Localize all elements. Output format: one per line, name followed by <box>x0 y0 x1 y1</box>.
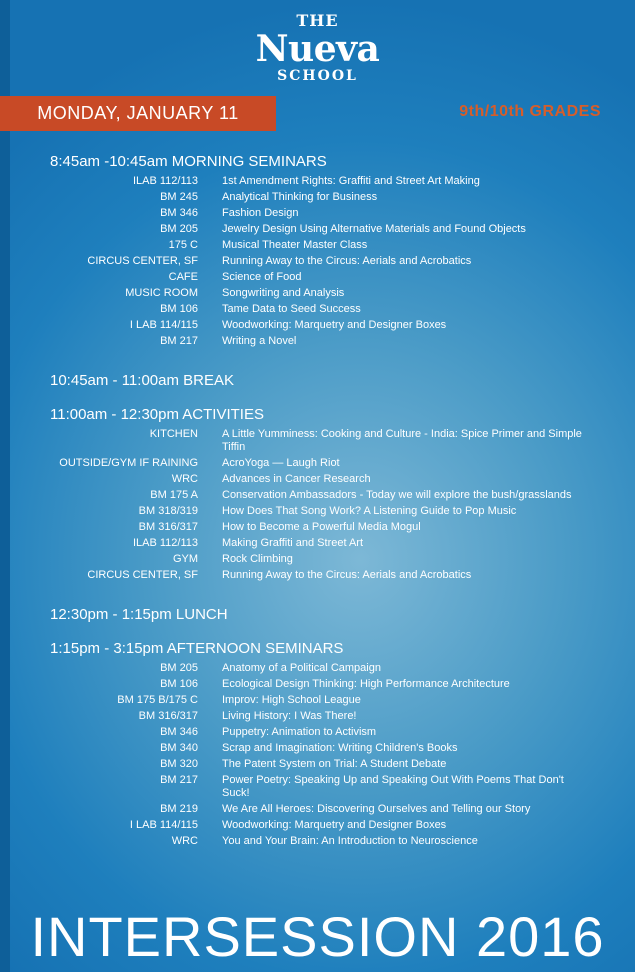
session-title: Anatomy of a Political Campaign <box>222 662 381 674</box>
session-row <box>0 803 635 816</box>
session-list <box>0 428 635 582</box>
session-row <box>0 742 635 755</box>
session-title: We Are All Heroes: Discovering Ourselves and Telling our Story <box>222 803 531 815</box>
session-row <box>0 239 635 252</box>
section-title: 12:30pm - 1:15pm LUNCH <box>50 606 228 623</box>
morning-section <box>0 152 635 348</box>
session-title: Woodworking: Marquetry and Designer Boxes <box>222 819 447 831</box>
session-room: BM 346 <box>160 207 198 219</box>
session-room: BM 106 <box>160 303 198 315</box>
session-row <box>0 537 635 550</box>
session-list <box>0 662 635 848</box>
session-title: You and Your Brain: An Introduction to Neuroscience <box>222 835 478 847</box>
schedule-content <box>0 152 635 851</box>
session-room: BM 175 A <box>150 489 198 501</box>
session-title: Advances in Cancer Research <box>222 473 371 485</box>
session-title: The Patent System on Trial: A Student Debate <box>222 758 447 770</box>
logo-the: THE <box>296 11 339 30</box>
session-title: Running Away to the Circus: Aerials and Acrobatics <box>222 255 472 267</box>
session-title: How to Become a Powerful Media Mogul <box>222 521 421 533</box>
lunch-section <box>0 605 635 625</box>
session-room: ILAB 112/113 <box>132 175 198 187</box>
session-title: Science of Food <box>222 271 302 283</box>
session-row <box>0 335 635 348</box>
intersession-footer: INTERSESSION 2016 <box>30 905 605 968</box>
session-row <box>0 287 635 300</box>
session-room: GYM <box>172 553 198 565</box>
session-title: Making Graffiti and Street Art <box>222 537 364 549</box>
session-room: BM 316/317 <box>138 710 198 722</box>
session-row <box>0 835 635 848</box>
break-section <box>0 371 635 391</box>
session-title: Running Away to the Circus: Aerials and Acrobatics <box>222 569 472 581</box>
session-room: BM 219 <box>160 803 198 815</box>
session-title: AcroYoga — Laugh Riot <box>222 457 340 469</box>
session-row <box>0 271 635 284</box>
session-room: BM 245 <box>160 191 198 203</box>
session-row <box>0 819 635 832</box>
session-room: CIRCUS CENTER, SF <box>87 255 198 267</box>
session-room: CIRCUS CENTER, SF <box>87 569 198 581</box>
session-row <box>0 207 635 220</box>
session-room: BM 320 <box>160 758 198 770</box>
session-title: Rock Climbing <box>222 553 293 565</box>
session-row <box>0 223 635 236</box>
session-room: ILAB 112/113 <box>132 537 198 549</box>
session-room: BM 346 <box>160 726 198 738</box>
session-row <box>0 505 635 518</box>
session-title: Puppetry: Animation to Activism <box>222 726 377 738</box>
session-title: Ecological Design Thinking: High Performance Architecture <box>222 678 510 690</box>
afternoon-section <box>0 639 635 848</box>
session-row <box>0 175 635 188</box>
session-row <box>0 473 635 486</box>
session-row <box>0 255 635 268</box>
session-room: BM 175 B/175 C <box>117 694 198 706</box>
session-row <box>0 726 635 739</box>
session-title: Jewelry Design Using Alternative Materials and Found Objects <box>222 223 526 235</box>
session-room: MUSIC ROOM <box>125 287 198 299</box>
nueva-school-logo <box>0 12 635 84</box>
session-row <box>0 319 635 332</box>
session-title: Writing a Novel <box>222 335 297 347</box>
session-title: Woodworking: Marquetry and Designer Boxes <box>222 319 447 331</box>
activities-section <box>0 405 635 582</box>
grades-label: 9th/10th GRADES <box>459 103 601 120</box>
session-room: 175 C <box>168 239 198 251</box>
session-title: Songwriting and Analysis <box>222 287 345 299</box>
section-title: 1:15pm - 3:15pm AFTERNOON SEMINARS <box>50 640 344 657</box>
session-title: Tame Data to Seed Success <box>222 303 361 315</box>
session-title: Analytical Thinking for Business <box>222 191 378 203</box>
session-row <box>0 678 635 691</box>
session-row <box>0 662 635 675</box>
session-row <box>0 428 635 454</box>
session-row <box>0 457 635 470</box>
session-row <box>0 710 635 723</box>
session-room: BM 316/317 <box>138 521 198 533</box>
session-room: BM 217 <box>160 335 198 347</box>
session-room: I LAB 114/115 <box>129 319 198 331</box>
session-row <box>0 553 635 566</box>
session-room: BM 217 <box>160 774 198 786</box>
logo-school: SCHOOL <box>277 68 358 84</box>
session-room: WRC <box>171 473 198 485</box>
session-title: A Little Yumminess: Cooking and Culture - India: Spice Primer and Simple Tiffin <box>222 428 582 453</box>
session-row <box>0 521 635 534</box>
session-title: Living History: I Was There! <box>222 710 357 722</box>
section-title: 11:00am - 12:30pm ACTIVITIES <box>50 406 264 423</box>
date-banner: MONDAY, JANUARY 11 <box>0 96 276 131</box>
session-title: Conservation Ambassadors - Today we will explore the bush/grasslands <box>222 489 572 501</box>
session-room: OUTSIDE/GYM IF RAINING <box>59 457 198 469</box>
session-title: Power Poetry: Speaking Up and Speaking Out With Poems That Don't Suck! <box>222 774 564 799</box>
section-title: 8:45am -10:45am MORNING SEMINARS <box>50 153 327 170</box>
session-room: BM 340 <box>160 742 198 754</box>
logo-nueva: Nueva <box>255 28 380 70</box>
session-list <box>0 175 635 348</box>
session-row <box>0 694 635 707</box>
session-row <box>0 303 635 316</box>
session-title: Improv: High School League <box>222 694 361 706</box>
session-title: Musical Theater Master Class <box>222 239 368 251</box>
session-title: Fashion Design <box>222 207 299 219</box>
session-row <box>0 569 635 582</box>
session-row <box>0 191 635 204</box>
section-title: 10:45am - 11:00am BREAK <box>50 372 234 389</box>
session-row <box>0 758 635 771</box>
session-room: BM 205 <box>160 662 198 674</box>
session-title: 1st Amendment Rights: Graffiti and Street Art Making <box>222 175 480 187</box>
session-room: KITCHEN <box>149 428 198 440</box>
session-row <box>0 774 635 800</box>
session-room: WRC <box>171 835 198 847</box>
session-room: BM 205 <box>160 223 198 235</box>
session-row <box>0 489 635 502</box>
session-title: How Does That Song Work? A Listening Guide to Pop Music <box>222 505 517 517</box>
session-room: BM 318/319 <box>138 505 198 517</box>
session-room: CAFE <box>168 271 198 283</box>
session-room: I LAB 114/115 <box>129 819 198 831</box>
session-room: BM 106 <box>160 678 198 690</box>
session-title: Scrap and Imagination: Writing Children's Books <box>222 742 458 754</box>
